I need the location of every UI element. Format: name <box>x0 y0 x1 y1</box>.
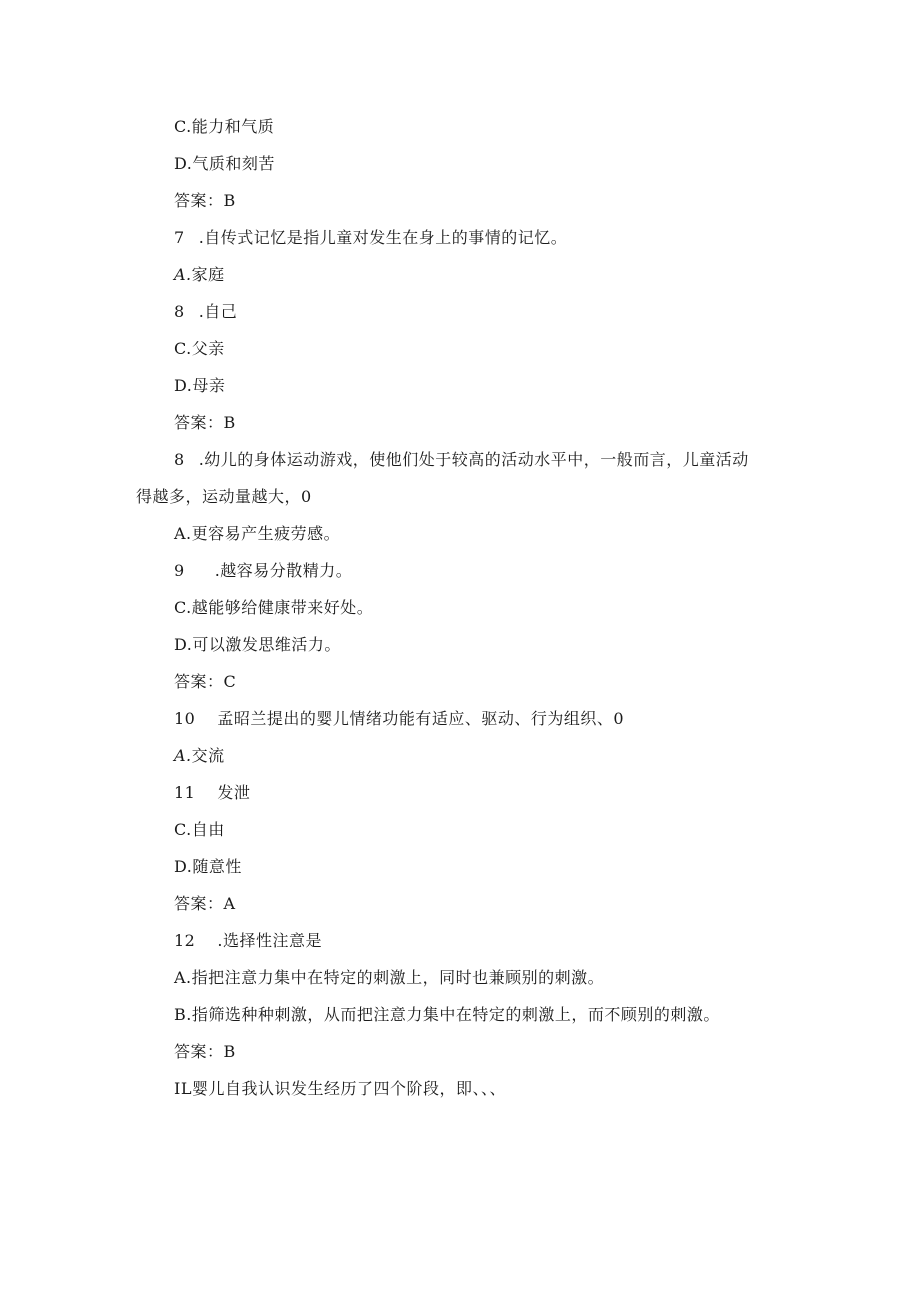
line-text: 答案：C <box>174 672 237 691</box>
option-d-line <box>174 635 341 655</box>
question-number: 8 <box>174 450 185 469</box>
numbered-line <box>174 783 250 803</box>
answer-line <box>174 191 236 211</box>
option-c-line <box>174 598 373 618</box>
option-a-line <box>174 968 604 988</box>
line-text: A.指把注意力集中在特定的刺激上，同时也兼顾别的刺激。 <box>174 968 605 987</box>
question-11-line <box>174 1079 506 1099</box>
question-8-line <box>174 450 749 470</box>
answer-line <box>174 413 236 433</box>
line-text: .自己 <box>198 302 238 321</box>
answer-line <box>174 894 236 914</box>
line-text: A.更容易产生疲劳感。 <box>174 524 341 543</box>
line-text: 答案：B <box>174 191 236 210</box>
line-text: 交流 <box>191 746 225 765</box>
option-c-line <box>174 820 225 840</box>
line-text: C.能力和气质 <box>174 117 275 136</box>
numbered-line <box>174 302 237 322</box>
line-text: .越容易分散精力。 <box>214 561 353 580</box>
question-number: 11 <box>174 783 196 802</box>
option-a-line <box>174 746 225 766</box>
option-a-line <box>174 265 225 285</box>
option-prefix: A. <box>174 265 192 284</box>
question-number: 12 <box>174 931 196 950</box>
question-number: 7 <box>174 228 185 247</box>
question-8-continuation <box>136 487 312 507</box>
question-number: 8 <box>174 302 185 321</box>
line-text: 得越多，运动量越大，0 <box>136 487 312 506</box>
line-text: 答案：B <box>174 413 236 432</box>
question-7-line <box>174 228 567 248</box>
line-text: 答案：A <box>174 894 236 913</box>
line-text: C.自由 <box>174 820 225 839</box>
question-number: 10 <box>174 709 196 728</box>
line-text: B.指筛选种种刺激，从而把注意力集中在特定的刺激上，而不顾别的刺激。 <box>174 1005 720 1024</box>
line-text: D.可以激发思维活力。 <box>174 635 341 654</box>
line-text: 家庭 <box>191 265 225 284</box>
option-prefix: A. <box>174 746 192 765</box>
line-text: 孟昭兰提出的婴儿情绪功能有适应、驱动、行为组织、0 <box>217 709 625 728</box>
line-text: D.母亲 <box>174 376 226 395</box>
line-text: 答案：B <box>174 1042 236 1061</box>
answer-line <box>174 1042 236 1062</box>
option-d-line <box>174 857 242 877</box>
line-text: .选择性注意是 <box>217 931 322 950</box>
line-text: D.气质和刻苦 <box>174 154 275 173</box>
option-b-line <box>174 1005 720 1025</box>
option-d-line <box>174 376 225 396</box>
option-d-line <box>174 154 275 174</box>
numbered-line <box>174 561 352 581</box>
option-c-line <box>174 339 225 359</box>
line-text: .自传式记忆是指儿童对发生在身上的事情的记忆。 <box>198 228 568 247</box>
question-10-line <box>174 709 624 729</box>
answer-line <box>174 672 236 692</box>
line-text: D.随意性 <box>174 857 242 876</box>
option-a-line <box>174 524 340 544</box>
line-text: .幼儿的身体运动游戏，使他们处于较高的活动水平中，一般而言，儿童活动 <box>198 450 749 469</box>
question-number: 9 <box>174 561 185 580</box>
line-text: 发泄 <box>217 783 251 802</box>
question-12-line <box>174 931 322 951</box>
line-text: C.越能够给健康带来好处。 <box>174 598 374 617</box>
line-text: IL婴儿自我认识发生经历了四个阶段，即、、、 <box>174 1079 506 1098</box>
option-c-line <box>174 117 274 137</box>
line-text: C.父亲 <box>174 339 225 358</box>
